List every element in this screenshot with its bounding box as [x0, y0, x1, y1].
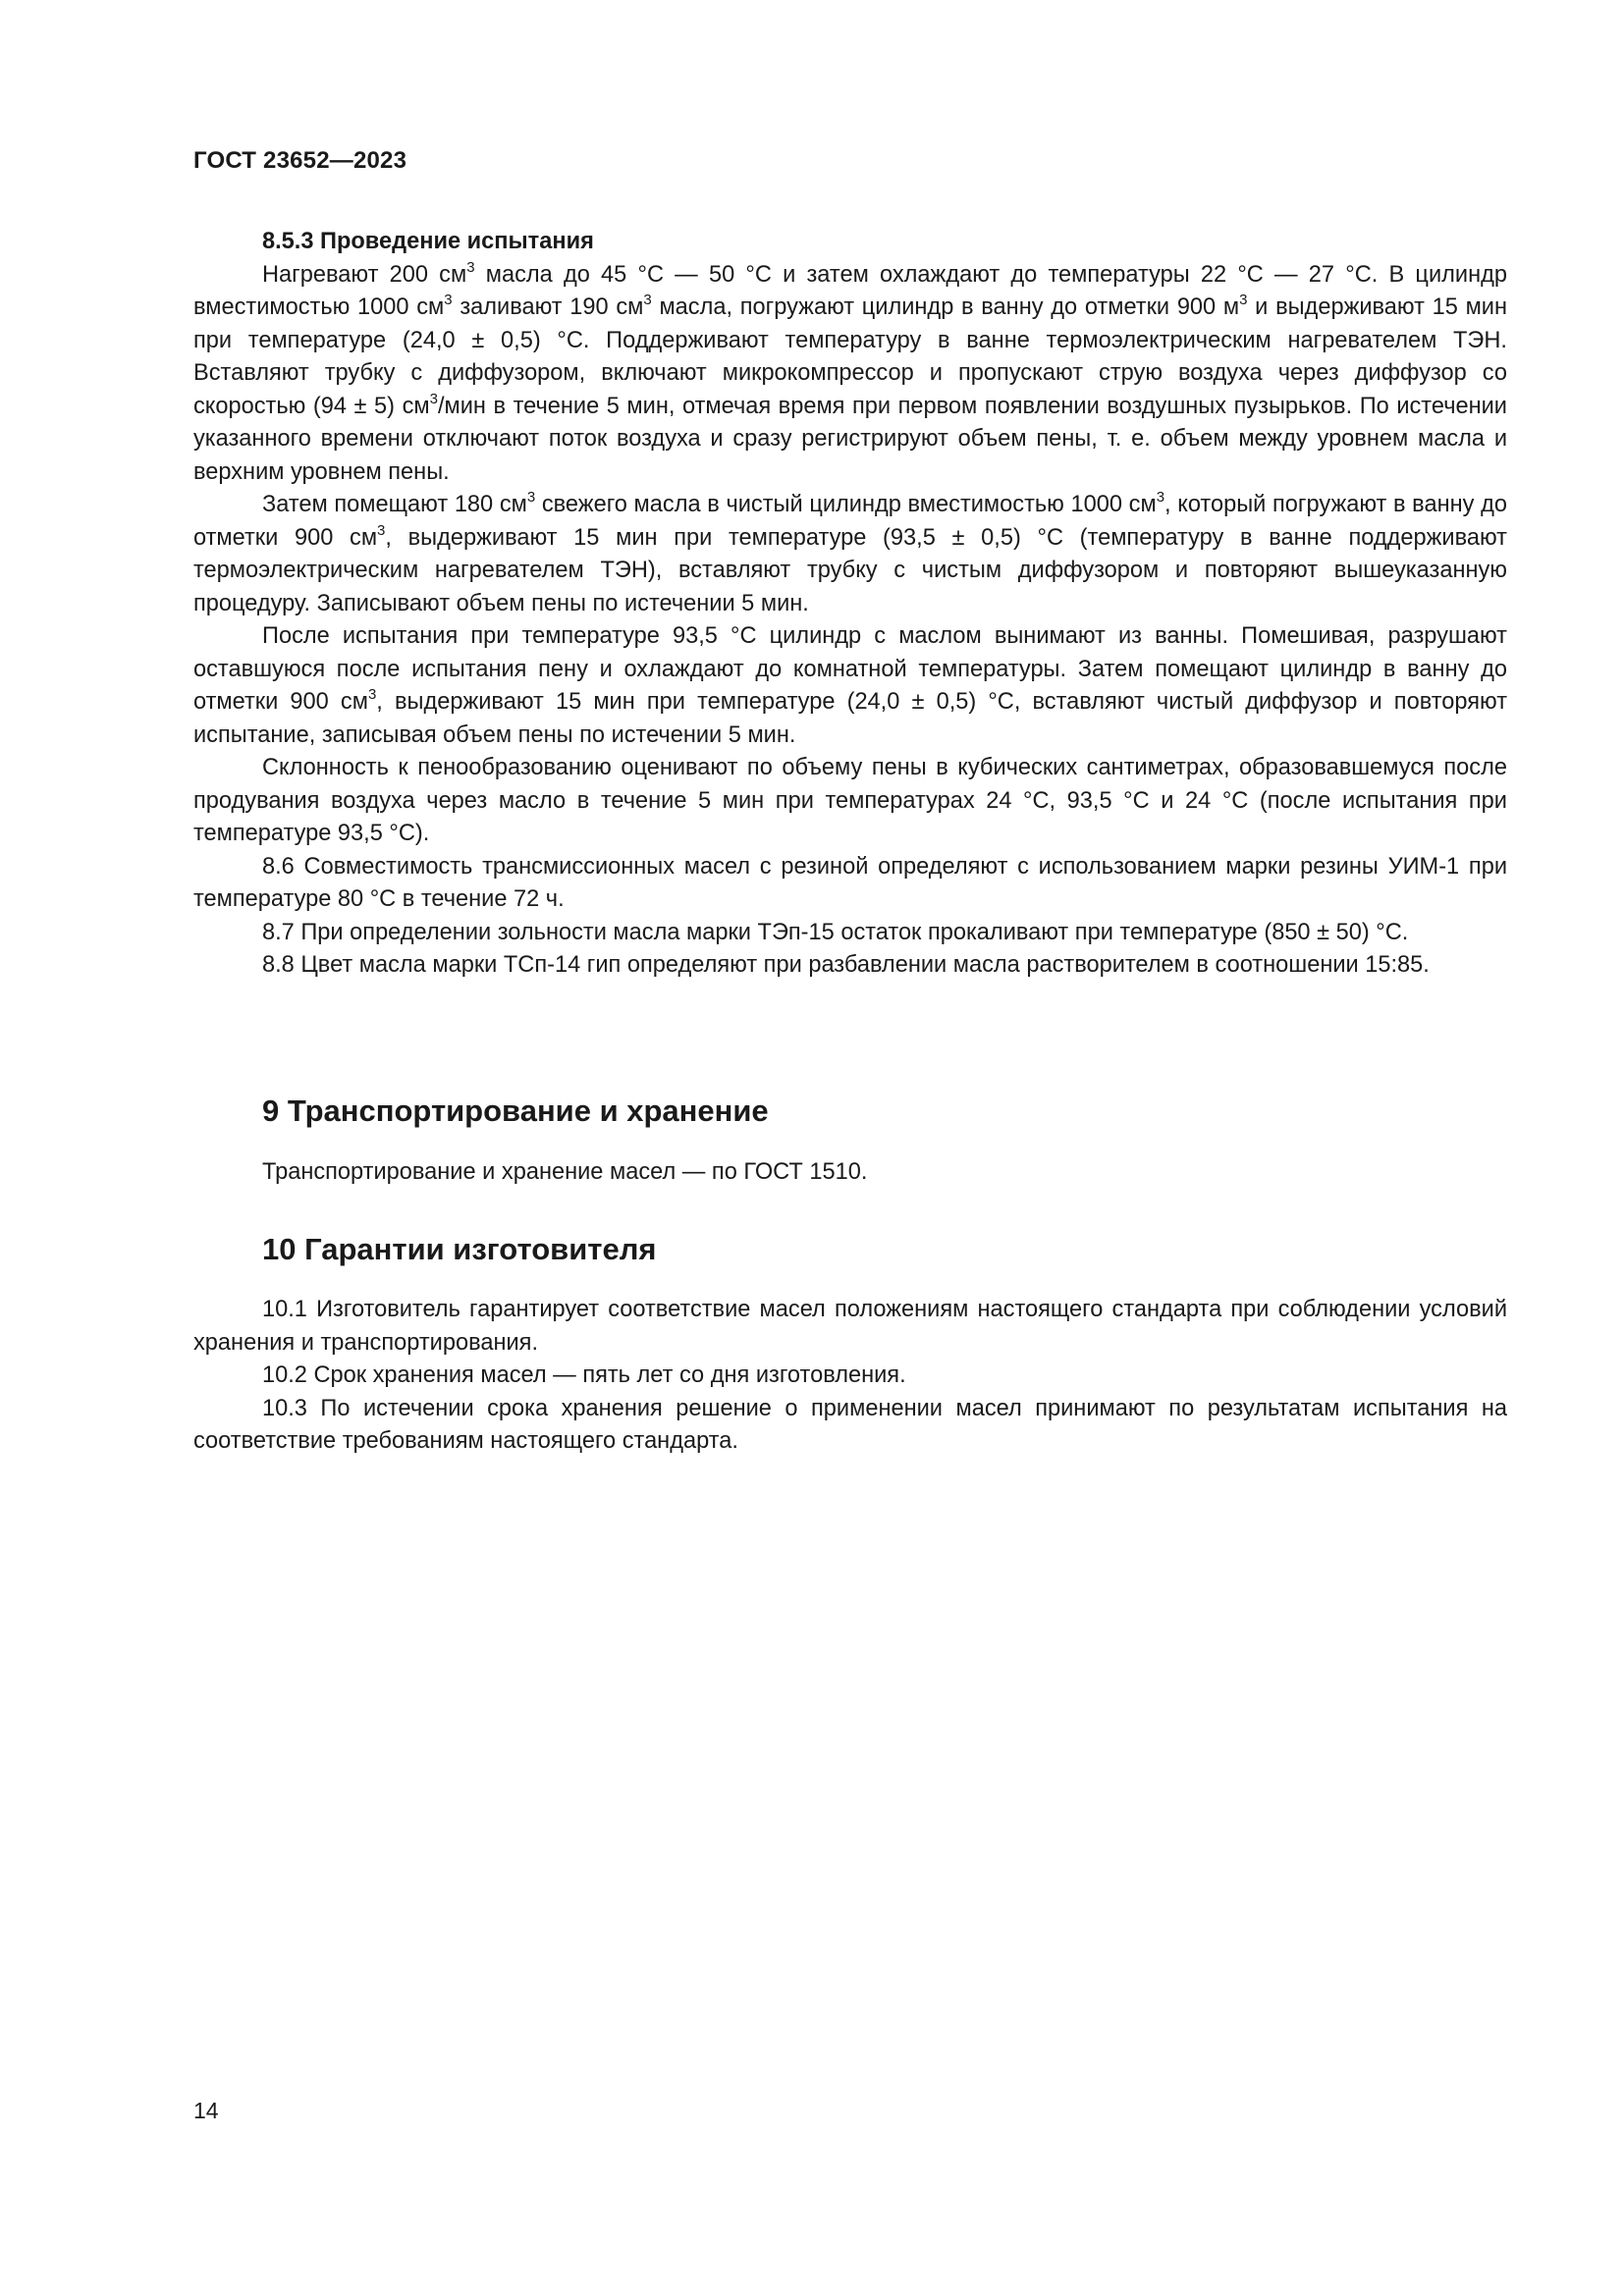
page-number: 14: [193, 2098, 219, 2123]
paragraph-10-3: 10.3 По истечении срока хранения решение о применении масел принимают по результатам испытания на соответствие требованиям настоящего стандарта.: [193, 1395, 1507, 1454]
text-run: свежего масла в чистый цилиндр вместимостью 1000 см: [535, 492, 1157, 517]
text-run: заливают 190 см: [452, 294, 644, 320]
superscript: 3: [444, 292, 453, 309]
superscript: 3: [367, 686, 377, 704]
text-run: , выдерживают 15 мин при температуре (24,0 ± 0,5) °С, вставляют чистый диффузор и повторяют испытание, записывая объем пены по истечении 5 мин.: [193, 689, 1507, 748]
superscript: 3: [526, 489, 536, 507]
paragraph-third-test: [193, 620, 1507, 752]
text-run: масла, погружают цилиндр в ванну до отметки 900 м: [651, 294, 1240, 320]
text-run: масла до 45 °С — 50 °С и затем охлаждают до температуры 22 °С — 27 °С. В цилиндр вместимостью 1000 см: [193, 261, 1507, 320]
document-header: ГОСТ 23652—2023: [193, 147, 407, 174]
paragraph-foaming-assessment: Склонность к пенообразованию оценивают по объему пены в кубических сантиметрах, образовавшемуся после продувания воздуха через масло в течение 5 мин при температурах 24 °С, 93,5 °С и 24 °С (после испытания при температуре 93,5 °С).: [193, 755, 1507, 846]
text-run: Нагревают 200 см: [262, 261, 467, 288]
paragraph-10-1: 10.1 Изготовитель гарантирует соответствие масел положениям настоящего стандарта при соблюдении условий хранения и транспортирования.: [193, 1297, 1507, 1356]
section-title-10: 10 Гарантии изготовителя: [262, 1232, 657, 1266]
superscript: 3: [466, 258, 475, 276]
paragraph-8-6: 8.6 Совместимость трансмиссионных масел с резиной определяют с использованием марки резины УИМ-1 при температуре 80 °С в течение 72 ч.: [193, 853, 1507, 912]
superscript: 3: [429, 390, 438, 407]
paragraph-heating: [193, 259, 1507, 490]
text-run: , выдерживают 15 мин при температуре (93,5 ± 0,5) °С (температуру в ванне поддерживают термоэлектрическим нагревателем ТЭН), вставляют трубку с чистым диффузором и повторяют вышеуказанную процедуру. Записывают объем пены по истечении 5 мин.: [193, 524, 1507, 616]
subsection-title-8-5-3: 8.5.3 Проведение испытания: [262, 229, 594, 254]
paragraph-8-7: 8.7 При определении зольности масла марки ТЭп-15 остаток прокаливают при температуре (850 ± 50) °С.: [262, 919, 1409, 945]
paragraph-second-test: [193, 489, 1507, 620]
paragraph-10-2: 10.2 Срок хранения масел — пять лет со дня изготовления.: [262, 1362, 906, 1388]
section-10-body: [193, 1294, 1507, 1459]
paragraph-transport: Транспортирование и хранение масел — по ГОСТ 1510.: [262, 1159, 868, 1185]
superscript: 3: [1239, 292, 1248, 309]
text-run: , который погружают в ванну до отметки 900 см: [193, 492, 1507, 551]
text-run: /мин в течение 5 мин, отмечая время при первом появлении воздушных пузырьков. По истечении указанного времени отключают поток воздуха и сразу регистрируют объем пены, т. е. объем между уровнем масла и верхним уровнем пены.: [193, 393, 1507, 485]
text-run: Затем помещают 180 см: [262, 492, 527, 517]
paragraph-8-8: 8.8 Цвет масла марки ТСп-14 гип определяют при разбавлении масла растворителем в соотношении 15:85.: [262, 952, 1430, 978]
superscript: 3: [643, 292, 652, 309]
test-procedure-block: [193, 226, 1507, 983]
text-run: После испытания при температуре 93,5 °С цилиндр с маслом вынимают из ванны. Помешивая, разрушают оставшуюся после испытания пену и охлаждают до комнатной температуры. Затем помещают цилиндр в ванну до отметки 900 см: [193, 623, 1507, 715]
superscript: 3: [377, 521, 386, 539]
section-title-9: 9 Транспортирование и хранение: [262, 1094, 769, 1128]
superscript: 3: [1156, 489, 1165, 507]
text-run: и выдерживают 15 мин при температуре (24,0 ± 0,5) °С. Поддерживают температуру в ванне термоэлектрическим нагревателем ТЭН. Вставляют трубку с диффузором, включают микрокомпрессор и пропускают струю воздуха через диффузор со скоростью (94 ± 5) см: [193, 294, 1508, 419]
section-9-body: [193, 1156, 1507, 1190]
